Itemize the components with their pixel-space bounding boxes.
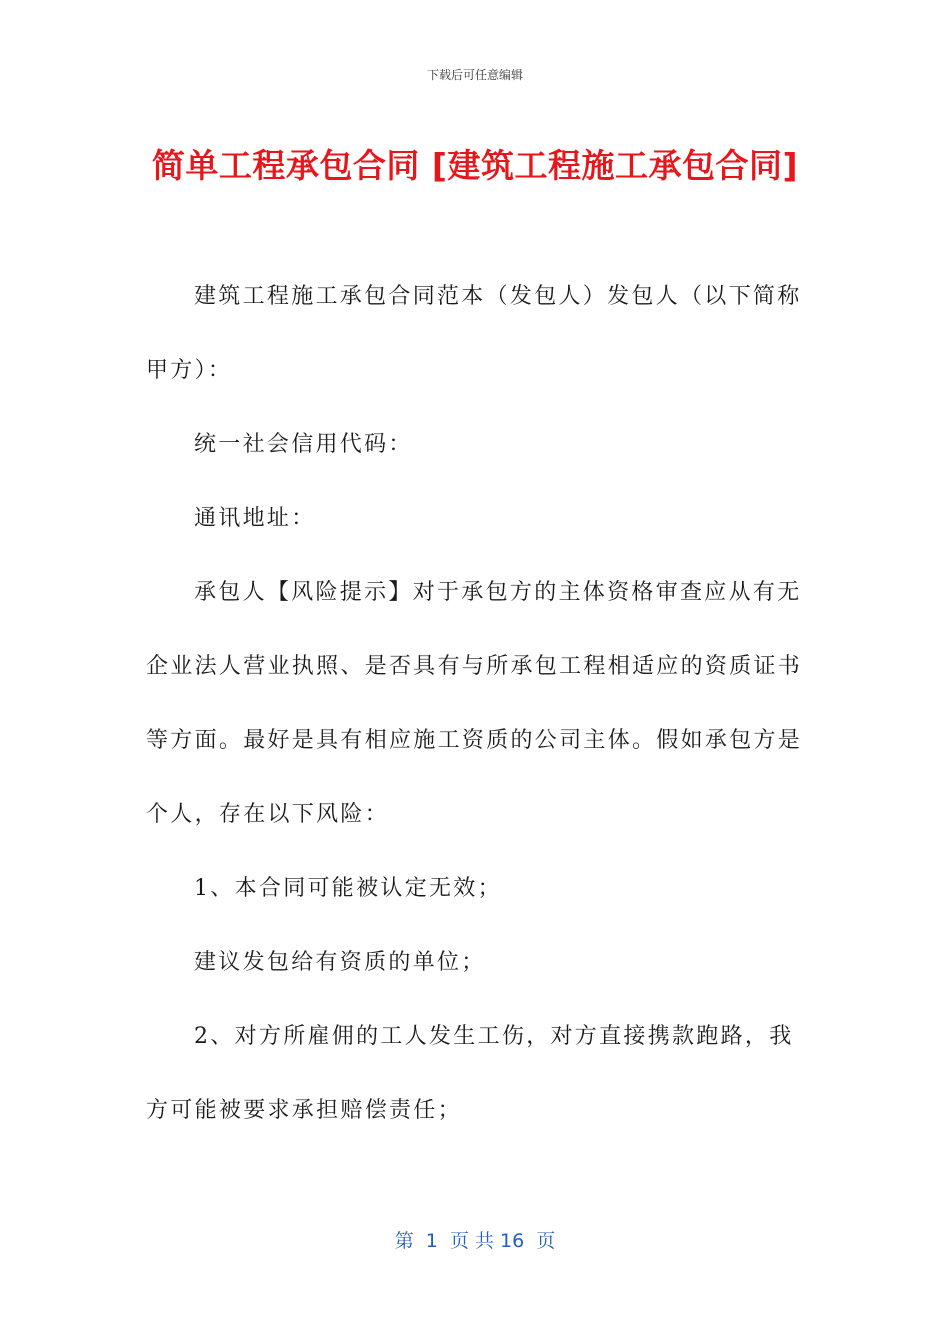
document-body [146, 260, 806, 1148]
paragraph-credit-code: 统一社会信用代码： [194, 432, 413, 457]
header-note: 下载后可任意编辑 [426, 68, 523, 82]
paragraph-risk-1: 1、本合同可能被认定无效； [194, 876, 502, 901]
paragraph-suggestion: 建议发包给有资质的单位； [194, 950, 486, 975]
paragraph-risk-2: 2、对方所雇佣的工人发生工伤，对方直接携款跑路，我方可能被要求承担赔偿责任； [146, 1024, 794, 1123]
paragraph-address: 通讯地址： [194, 506, 316, 531]
paragraph-contractee: 建筑工程施工承包合同范本（发包人）发包人（以下简称甲方）： [146, 284, 802, 383]
paragraph-contractor-risk: 承包人【风险提示】对于承包方的主体资格审查应从有无企业法人营业执照、是否具有与所承包工程相适应的资质证书等方面。最好是具有相应施工资质的公司主体。假如承包方是个人，存在以下风险： [146, 580, 803, 827]
page-footer: 第 1 页 共 16 页 [394, 1230, 556, 1252]
document-title: 简单工程承包合同 [建筑工程施工承包合同] [151, 146, 799, 185]
